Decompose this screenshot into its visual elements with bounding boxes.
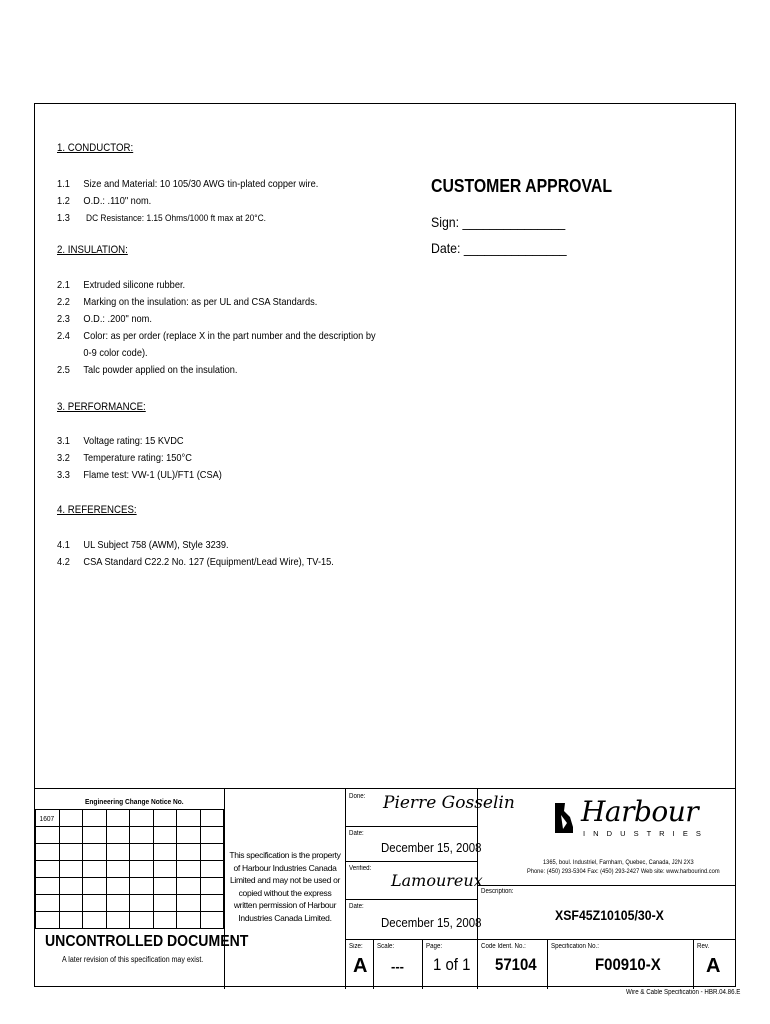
spec-line: 2.1 Extruded silicone rubber. [57, 279, 186, 291]
date-label: Date: [349, 830, 364, 837]
title-block [35, 788, 735, 989]
spec-line: 2.4 Color: as per order (replace X in the part number and the description by [57, 330, 376, 342]
customer-approval-title: CUSTOMER APPROVAL [431, 176, 613, 196]
specification-label: Specification No.: [551, 943, 599, 950]
done-signature: Pierre Gosselin [383, 793, 515, 813]
revision-value: A [706, 955, 721, 977]
section-conductor-title: 1. CONDUCTOR: [57, 142, 134, 154]
uncontrolled-document-label: UNCONTROLLED DOCUMENT [45, 933, 249, 950]
spec-line: 1.2 O.D.: .110" nom. [57, 195, 152, 207]
page-label: Page: [426, 943, 443, 950]
spec-line: 1.3 DC Resistance: 1.15 Ohms/1000 ft max at 20°C. [57, 212, 266, 224]
section-insulation-items [57, 277, 376, 379]
done-date: December 15, 2008 [381, 840, 482, 855]
section-references-title: 4. REFERENCES: [57, 504, 137, 516]
spec-line: 2.2 Marking on the insulation: as per UL and CSA Standards. [57, 296, 318, 308]
spec-line: 3.3 Flame test: VW-1 (UL)/FT1 (CSA) [57, 469, 222, 481]
spec-line: 0-9 color code). [83, 347, 148, 359]
property-notice: This specification is the property of Harbour Industries Canada Limited and may not be used or copied without the express written permission of Harbour Industries Canada Limited. [229, 850, 341, 923]
date-label: Date: [349, 903, 364, 910]
company-subtitle: I N D U S T R I E S [583, 829, 704, 838]
section-insulation-title: 2. INSULATION: [57, 244, 128, 256]
footer-form-id: Wire & Cable Specification - HBR.04.86.E [626, 989, 741, 996]
page-value: 1 of 1 [433, 955, 471, 974]
code-ident-label: Code Ident. No.: [481, 943, 526, 950]
spec-line: 2.5 Talc powder applied on the insulation. [57, 364, 238, 376]
approval-date-field[interactable]: Date: _______________ [431, 240, 567, 256]
description-value: XSF45Z10105/30-X [555, 907, 664, 923]
done-label: Done: [349, 793, 366, 800]
spec-line: 4.1 UL Subject 758 (AWM), Style 3239. [57, 539, 229, 551]
description-label: Description: [481, 888, 514, 895]
ecn-cell: 1607 [36, 810, 60, 827]
ecn-header: Engineering Change Notice No. [85, 797, 184, 806]
revision-label: Rev. [697, 943, 710, 950]
spec-line: 1.1 Size and Material: 10 105/30 AWG tin-plated copper wire. [57, 178, 319, 190]
section-conductor-items [57, 176, 318, 227]
approval-sign-field[interactable]: Sign: _______________ [431, 214, 566, 230]
size-label: Size: [349, 943, 363, 950]
harbour-logo-icon [553, 801, 575, 835]
company-name: Harbour [581, 795, 699, 828]
specification-value: F00910-X [595, 955, 661, 974]
scale-label: Scale: [377, 943, 395, 950]
spec-line: 3.2 Temperature rating: 150°C [57, 452, 192, 464]
scale-value: --- [391, 959, 404, 974]
section-performance-title: 3. PERFORMANCE: [57, 401, 146, 413]
company-address: 1365, boul. Industriel, Farnham, Quebec, Canada, J2N 2X3 [543, 859, 694, 866]
spec-sheet [34, 103, 736, 987]
verified-label: Verified: [349, 865, 372, 872]
code-ident-value: 57104 [495, 955, 537, 974]
spec-line: 3.1 Voltage rating: 15 KVDC [57, 435, 184, 447]
section-performance-items [57, 433, 222, 484]
company-contact: Phone: (450) 293-5304 Fax: (450) 293-2427 Web site: www.harbourind.com [527, 868, 720, 875]
size-value: A [353, 955, 368, 977]
spec-line: 2.3 O.D.: .200" nom. [57, 313, 152, 325]
uncontrolled-note: A later revision of this specification may exist. [62, 955, 204, 964]
section-references-items [57, 537, 334, 571]
verified-signature: Lamoureux [391, 871, 483, 890]
spec-line: 4.2 CSA Standard C22.2 No. 127 (Equipment/Lead Wire), TV-15. [57, 556, 334, 568]
verified-date: December 15, 2008 [381, 915, 482, 930]
ecn-grid [35, 809, 224, 929]
